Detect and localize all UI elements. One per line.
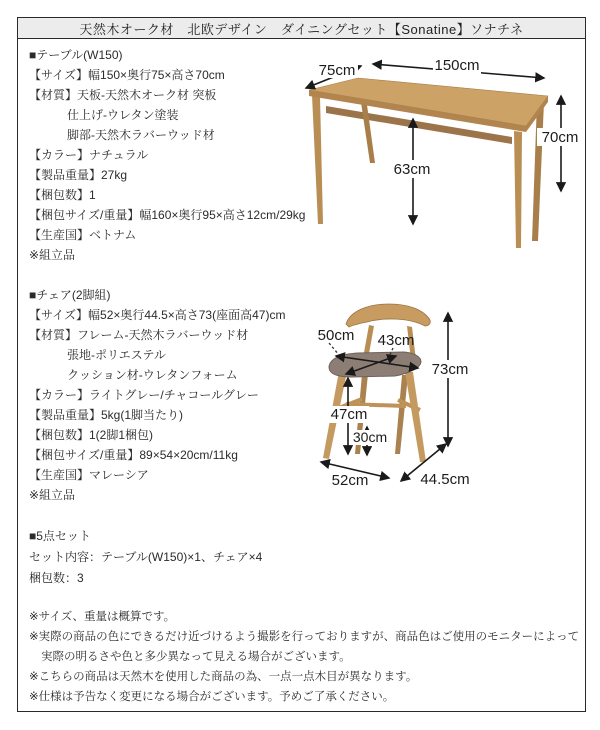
chair-seat-inner-label: 43cm (377, 332, 415, 349)
chair-spec-weight: 【製品重量】5kg(1脚当たり) (29, 408, 184, 422)
note-approx: ※サイズ、重量は概算です。 (29, 611, 176, 623)
set-section-block (29, 526, 262, 588)
table-width-label: 150cm (434, 57, 480, 74)
chair-backrest (346, 304, 430, 327)
table-leg-front-right (514, 131, 522, 248)
table-spec-color: 【カラー】ナチュラル (29, 148, 149, 162)
tabletop (309, 78, 548, 126)
table-depth-label: 75cm (318, 62, 356, 79)
chair-depth-label: 44.5cm (420, 471, 470, 488)
table-spec-assembly-note: ※組立品 (29, 248, 76, 262)
table-spec-package-size: 【梱包サイズ/重量】幅160×奥行95×高さ12cm/29kg (29, 208, 306, 222)
note-color-monitor: ※実際の商品の色にできるだけ近づけるよう撮影を行っておりますが、商品色はご使用のモニターによって (29, 631, 580, 643)
table-spec-block (29, 45, 305, 265)
set-contents: セット内容：テーブル(W150)×1、チェア×4 (29, 550, 263, 564)
chair-dimension-labels (318, 327, 472, 489)
chair-spec-package-size: 【梱包サイズ/重量】89×54×20cm/11kg (29, 448, 238, 462)
chair-seat-width-label: 50cm (317, 327, 355, 344)
note-wood-grain: ※こちらの商品は天然木を使用した商品の為、一点一点木目が異なります。 (29, 671, 418, 683)
table-spec-weight: 【製品重量】27kg (29, 168, 128, 182)
table-spec-country: 【生産国】ベトナム (29, 228, 137, 242)
notes-block (29, 607, 579, 707)
chair-width-label: 52cm (331, 472, 369, 489)
note-color-monitor-cont: 実際の明るさや色と多少異なって見える場合がございます。 (41, 651, 351, 663)
table-spec-material-legs: 脚部-天然木ラバーウッド材 (67, 128, 215, 142)
chair-spec-material-fabric: 張地-ポリエステル (67, 348, 166, 362)
table-spec-material: 【材質】天板-天然木オーク材 突板 (29, 88, 217, 102)
chair-spec-material-cushion: クッション材-ウレタンフォーム (67, 368, 238, 382)
chair-spec-package-count: 【梱包数】1(2脚1梱包) (29, 428, 154, 442)
note-spec-change: ※仕様は予告なく変更になる場合がございます。予めご了承ください。 (29, 691, 395, 703)
chair-spec-country: 【生産国】マレーシア (29, 468, 149, 482)
chair-leg-front-right (405, 372, 426, 462)
leader-seat-width (329, 343, 339, 355)
table-leg-back-right (532, 101, 544, 241)
table-spec-size: 【サイズ】幅150×奥行75×高さ70cm (29, 68, 225, 82)
chair-spec-color: 【カラー】ライトグレー/チャコールグレー (29, 388, 259, 402)
table-spec-package-count: 【梱包数】1 (29, 188, 96, 202)
table-illustration (288, 51, 584, 261)
spec-sheet-frame (17, 17, 586, 712)
chair-spec-heading: ■チェア(2脚組) (29, 288, 111, 302)
table-height-label: 70cm (541, 129, 579, 146)
chair-seat (329, 352, 421, 377)
table-leg-front-left (312, 95, 323, 224)
product-title-bar (18, 18, 585, 39)
chair-spec-size: 【サイズ】幅52×奥行44.5×高さ73(座面高47)cm (29, 308, 286, 322)
set-package-count: 梱包数：3 (29, 571, 84, 585)
chair-illustration (306, 296, 576, 506)
chair-spec-block (29, 285, 285, 505)
chair-height-label: 73cm (431, 361, 469, 378)
chair-leg-rear-right (395, 375, 408, 454)
set-heading: ■5点セット (29, 529, 91, 543)
chair-stretcher-height-label: 30cm (352, 429, 388, 445)
chair-spec-material: 【材質】フレーム-天然木ラバーウッド材 (29, 328, 249, 342)
table-spec-material-finish: 仕上げ-ウレタン塗装 (67, 108, 179, 122)
product-title: 天然木オーク材 北欧デザイン ダイニングセット【Sonatine】ソナチネ (79, 21, 524, 37)
chair-seat-height-label: 47cm (330, 406, 368, 423)
table-spec-heading: ■テーブル(W150) (29, 48, 123, 62)
table-clearance-label: 63cm (393, 161, 431, 178)
chair-spec-assembly-note: ※組立品 (29, 488, 76, 502)
